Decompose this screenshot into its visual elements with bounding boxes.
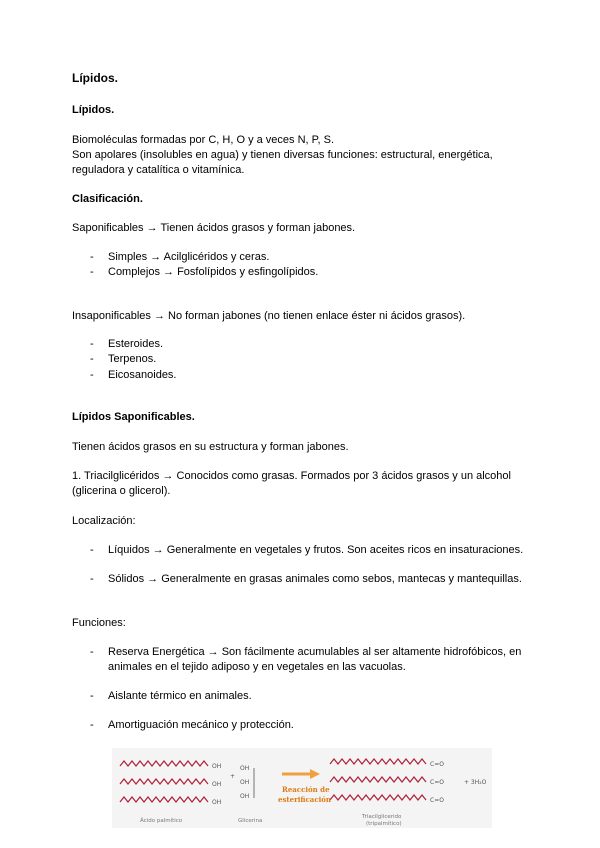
list-item-text: Líquidos → Generalmente en vegetales y frutos. Son aceites ricos en insaturaciones. [108, 544, 524, 556]
bullet-dash: - [90, 719, 94, 731]
esterification-figure [112, 748, 492, 828]
bullet-dash: - [90, 646, 94, 658]
ester-group: C=O [430, 779, 444, 786]
bullet-dash: - [90, 251, 94, 263]
paragraph-line: Tienen ácidos grasos en su estructura y forman jabones. [72, 441, 349, 453]
glycerol-oh: OH [240, 765, 250, 772]
ester-group: C=O [430, 797, 444, 804]
section-heading-saponificables: Lípidos Saponificables. [72, 411, 195, 423]
saponificables-line: Saponificables → Tienen ácidos grasos y forman jabones. [72, 222, 356, 234]
list-item-text: Eicosanoides. [108, 369, 177, 381]
localizacion-label: Localización: [72, 515, 136, 527]
left-carboxyl-groups [212, 763, 221, 806]
bullet-dash: - [90, 266, 94, 278]
label-tripalmitic: (tripalmítico) [366, 821, 402, 827]
glycerol-oh: OH [240, 779, 250, 786]
section-heading-lipidos: Lípidos. [72, 104, 115, 116]
oh-label: OH [212, 763, 222, 770]
bullet-dash: - [90, 544, 94, 556]
page-title: Lípidos. [72, 71, 118, 85]
arrow-label-2: esterificación [278, 795, 331, 804]
list-item-text: Esteroides. [108, 338, 164, 350]
paragraph-line: Son apolares (insolubles en agua) y tienen diversas funciones: estructural, energética, [72, 149, 493, 161]
ester-group: C=O [430, 761, 444, 768]
bullet-dash: - [90, 338, 94, 350]
paragraph-line: Biomoléculas formadas por C, H, O y a veces N, P, S. [72, 134, 335, 146]
paragraph-line: reguladora y catalítica o vitamínica. [72, 164, 245, 176]
bullet-dash: - [90, 369, 94, 381]
section-heading-clasificacion: Clasificación. [72, 193, 143, 205]
bullet-dash: - [90, 573, 94, 585]
list-item-text: Simples → Acilglicéridos y ceras. [108, 251, 270, 263]
bullet-dash: - [90, 353, 94, 365]
list-item-text: Amortiguación mecánico y protección. [108, 719, 294, 731]
list-item-text: Reserva Energética → Son fácilmente acumulables al ser altamente hidrofóbicos, en [108, 646, 522, 658]
insaponificables-line: Insaponificables → No forman jabones (no tienen enlace éster ni ácidos grasos). [72, 310, 466, 322]
label-palmitic-acid: Ácido palmítico [140, 818, 183, 824]
list-item-text: Terpenos. [108, 353, 157, 365]
arrow-label-1: Reacción de [282, 785, 330, 794]
label-glycerol: Glicerina [238, 818, 263, 824]
list-item-text: Complejos → Fosfolípidos y esfingolípidos. [108, 266, 319, 278]
glycerol-oh: OH [240, 793, 250, 800]
plus-sign: + [230, 773, 236, 780]
label-triacylglyceride: Triacilglicerido [362, 814, 402, 820]
paragraph-line: 1. Triacilglicéridos → Conocidos como grasas. Formados por 3 ácidos grasos y un alcohol [72, 470, 511, 482]
list-item-text: animales en el tejido adiposo y en vegetales en las vacuolas. [108, 661, 406, 673]
funciones-label: Funciones: [72, 617, 126, 629]
list-item-text: Aislante térmico en animales. [108, 690, 252, 702]
list-item-text: Sólidos → Generalmente en grasas animales como sebos, mantecas y mantequillas. [108, 573, 522, 585]
paragraph-line: (glicerina o glicerol). [72, 485, 171, 497]
oh-label: OH [212, 781, 222, 788]
bullet-dash: - [90, 690, 94, 702]
water-label: + 3H₂O [464, 779, 487, 786]
oh-label: OH [212, 799, 222, 806]
